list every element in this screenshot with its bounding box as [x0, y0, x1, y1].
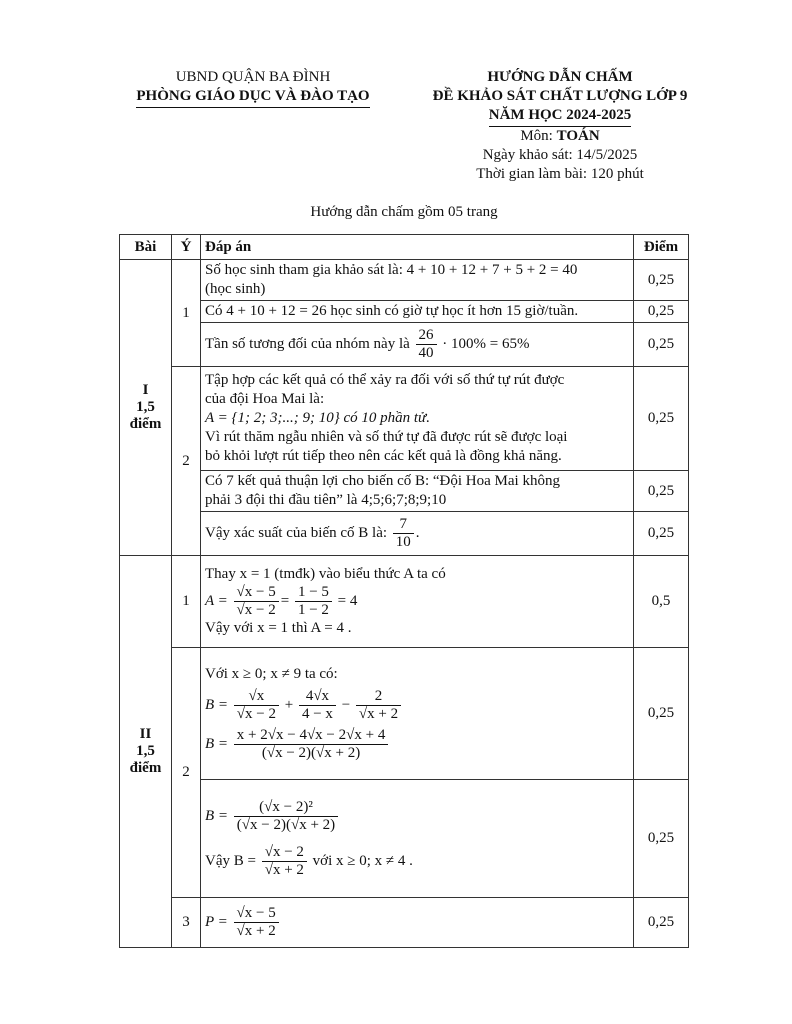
answer-cell: Vậy xác suất của biến cố B là: $\frac{7}{10}$ .	[201, 512, 634, 556]
header-left	[118, 68, 388, 108]
table-row	[120, 512, 689, 556]
fraction: $\frac{√x - 5}{√x - 2}$	[234, 584, 279, 619]
fraction: $\frac{\text{(√x − 2)²}}{(√x - 2)(√x + 2)}$	[234, 799, 338, 834]
col-header-bai: Bài	[120, 235, 172, 260]
school-year: NĂM HỌC 2024-2025	[405, 106, 715, 127]
table-row	[120, 323, 689, 367]
score-cell: 0,25	[634, 780, 689, 898]
district-name: UBND QUẬN BA ĐÌNH	[175, 69, 331, 85]
table-row	[120, 780, 689, 898]
answer-cell: B = $\frac{\text{(√x − 2)²}}{(√x - 2)(√x + 2)}$ Vậy B = $\frac{√x - 2}{√x + 2}$ với x ≥ 0; x ≠ 4 .	[201, 780, 634, 898]
exam-duration: Thời gian làm bài: 120 phút	[476, 166, 644, 182]
table-row	[120, 367, 689, 471]
header-right	[405, 68, 715, 184]
section-i-label: I 1,5 điểm	[120, 260, 172, 556]
fraction: $\frac{x + 2√x - 4√x - 2√x + 4}{(√x - 2)(√x + 2)}$	[234, 727, 389, 762]
table-row	[120, 260, 689, 301]
table-row	[120, 648, 689, 780]
item-label: 1	[172, 260, 201, 367]
answer-cell: P = $\frac{√x - 5}{√x + 2}$	[201, 898, 634, 948]
answer-cell: Tập hợp các kết quả có thể xảy ra đối với số thứ tự rút được của đội Hoa Mai là: A = {1; 2; 3;...; 9; 10} có 10 phần tử. Vì rút thăm ngẫu nhiên và số thứ tự đã được rút sẽ được loại bỏ khỏi lượt rút tiếp theo nên các kết quả là đồng khả năng.	[201, 367, 634, 471]
score-cell: 0,25	[634, 471, 689, 512]
page-count-note: Hướng dẫn chấm gồm 05 trang	[310, 204, 498, 220]
fraction: $\frac{4√x}{4 - x}$	[299, 688, 336, 723]
col-header-answer: Đáp án	[201, 235, 634, 260]
subject-line: Môn: TOÁN	[520, 128, 600, 144]
score-cell: 0,25	[634, 260, 689, 301]
item-label: 3	[172, 898, 201, 948]
table-row	[120, 301, 689, 323]
exam-date: Ngày khảo sát: 14/5/2025	[482, 147, 638, 163]
item-label: 2	[172, 648, 201, 898]
score-cell: 0,25	[634, 898, 689, 948]
table-header-row	[120, 235, 689, 260]
score-cell: 0,25	[634, 512, 689, 556]
fraction: $\frac{7}{10}$	[393, 516, 414, 551]
answer-cell: Với x ≥ 0; x ≠ 9 ta có: B = $\frac{√x}{√x - 2}$ + $\frac{4√x}{4 - x}$ − $\frac{2}{√x + 2}$ B = $\frac{x + 2√x - 4√x - 2√x + 4}{(√x - 2)(√x + 2)}$	[201, 648, 634, 780]
fraction: $\frac{√x - 2}{√x + 2}$	[262, 844, 307, 879]
answer-cell: Có 7 kết quả thuận lợi cho biến cố B: “Đội Hoa Mai không phải 3 đội thi đầu tiên” là 4;5;6;7;8;9;10	[201, 471, 634, 512]
fraction: $\frac{1 - 5}{1 - 2}$	[295, 584, 332, 619]
score-cell: 0,25	[634, 648, 689, 780]
answer-cell: Số học sinh tham gia khảo sát là: 4 + 10 + 12 + 7 + 5 + 2 = 40 (học sinh)	[201, 260, 634, 301]
score-cell: 0,25	[634, 301, 689, 323]
score-cell: 0,25	[634, 367, 689, 471]
exam-title: ĐỀ KHẢO SÁT CHẤT LƯỢNG LỚP 9	[432, 88, 688, 104]
score-cell: 0,25	[634, 323, 689, 367]
grading-table	[119, 234, 689, 948]
fraction: $\frac{√x - 5}{√x + 2}$	[234, 905, 279, 940]
fraction: $\frac{√x}{√x - 2}$	[234, 688, 279, 723]
answer-cell: Tần số tương đối của nhóm này là $\frac{26}{40}$ · 100% = 65%	[201, 323, 634, 367]
table-row	[120, 898, 689, 948]
col-header-score: Điểm	[634, 235, 689, 260]
score-cell: 0,5	[634, 556, 689, 648]
item-label: 2	[172, 367, 201, 556]
table-row	[120, 471, 689, 512]
item-label: 1	[172, 556, 201, 648]
doc-title: HƯỚNG DẪN CHẤM	[487, 69, 633, 85]
section-ii-label: II 1,5 điểm	[120, 556, 172, 948]
col-header-y: Ý	[172, 235, 201, 260]
fraction: $\frac{2}{√x + 2}$	[356, 688, 401, 723]
answer-cell: Thay x = 1 (tmđk) vào biểu thức A ta có A = $\frac{√x - 5}{√x - 2}$ = $\frac{1 - 5}{1 - 2}$ = 4 Vậy với x = 1 thì A = 4 .	[201, 556, 634, 648]
table-row	[120, 556, 689, 648]
department-name: PHÒNG GIÁO DỤC VÀ ĐÀO TẠO	[118, 87, 388, 108]
answer-cell: Có 4 + 10 + 12 = 26 học sinh có giờ tự học ít hơn 15 giờ/tuần.	[201, 301, 634, 323]
fraction: $\frac{26}{40}$	[416, 327, 437, 362]
